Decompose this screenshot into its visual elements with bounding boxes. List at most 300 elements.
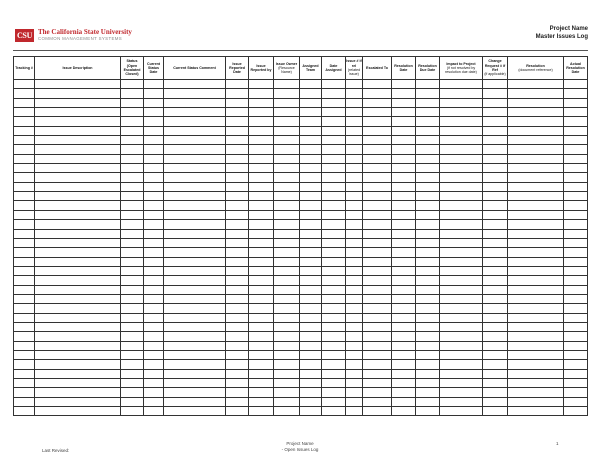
table-cell[interactable] bbox=[416, 117, 440, 126]
table-cell[interactable] bbox=[483, 89, 508, 98]
table-cell[interactable] bbox=[322, 80, 346, 89]
table-cell[interactable] bbox=[164, 192, 226, 201]
table-cell[interactable] bbox=[14, 182, 35, 191]
table-cell[interactable] bbox=[322, 360, 346, 369]
table-cell[interactable] bbox=[35, 332, 121, 341]
table-cell[interactable] bbox=[416, 332, 440, 341]
table-cell[interactable] bbox=[440, 388, 483, 397]
table-cell[interactable] bbox=[249, 126, 274, 135]
table-cell[interactable] bbox=[508, 238, 564, 247]
table-cell[interactable] bbox=[274, 89, 300, 98]
table-cell[interactable] bbox=[363, 126, 392, 135]
table-cell[interactable] bbox=[564, 388, 588, 397]
table-cell[interactable] bbox=[363, 379, 392, 388]
table-cell[interactable] bbox=[392, 248, 416, 257]
table-cell[interactable] bbox=[274, 192, 300, 201]
table-cell[interactable] bbox=[14, 126, 35, 135]
table-cell[interactable] bbox=[346, 145, 363, 154]
table-cell[interactable] bbox=[322, 238, 346, 247]
table-cell[interactable] bbox=[392, 220, 416, 229]
table-cell[interactable] bbox=[564, 313, 588, 322]
table-cell[interactable] bbox=[274, 80, 300, 89]
table-cell[interactable] bbox=[226, 285, 249, 294]
table-cell[interactable] bbox=[508, 136, 564, 145]
table-cell[interactable] bbox=[346, 182, 363, 191]
table-cell[interactable] bbox=[226, 89, 249, 98]
table-cell[interactable] bbox=[564, 238, 588, 247]
table-cell[interactable] bbox=[274, 322, 300, 331]
table-cell[interactable] bbox=[392, 276, 416, 285]
table-cell[interactable] bbox=[392, 388, 416, 397]
table-cell[interactable] bbox=[249, 322, 274, 331]
table-cell[interactable] bbox=[35, 397, 121, 406]
table-cell[interactable] bbox=[300, 369, 322, 378]
table-cell[interactable] bbox=[564, 266, 588, 275]
table-cell[interactable] bbox=[416, 304, 440, 313]
table-cell[interactable] bbox=[363, 164, 392, 173]
table-cell[interactable] bbox=[249, 341, 274, 350]
table-cell[interactable] bbox=[440, 266, 483, 275]
table-cell[interactable] bbox=[226, 407, 249, 416]
table-cell[interactable] bbox=[164, 332, 226, 341]
table-cell[interactable] bbox=[440, 294, 483, 303]
table-cell[interactable] bbox=[164, 89, 226, 98]
table-cell[interactable] bbox=[483, 220, 508, 229]
table-cell[interactable] bbox=[35, 350, 121, 359]
table-cell[interactable] bbox=[483, 98, 508, 107]
table-cell[interactable] bbox=[346, 117, 363, 126]
table-cell[interactable] bbox=[346, 322, 363, 331]
table-cell[interactable] bbox=[508, 145, 564, 154]
table-cell[interactable] bbox=[35, 108, 121, 117]
table-cell[interactable] bbox=[144, 313, 164, 322]
table-cell[interactable] bbox=[300, 379, 322, 388]
table-cell[interactable] bbox=[14, 154, 35, 163]
table-cell[interactable] bbox=[300, 164, 322, 173]
table-cell[interactable] bbox=[322, 285, 346, 294]
table-cell[interactable] bbox=[346, 388, 363, 397]
table-cell[interactable] bbox=[164, 220, 226, 229]
table-cell[interactable] bbox=[121, 154, 144, 163]
table-cell[interactable] bbox=[144, 238, 164, 247]
table-cell[interactable] bbox=[483, 332, 508, 341]
table-cell[interactable] bbox=[144, 89, 164, 98]
table-cell[interactable] bbox=[564, 182, 588, 191]
table-cell[interactable] bbox=[392, 80, 416, 89]
table-cell[interactable] bbox=[508, 229, 564, 238]
table-cell[interactable] bbox=[121, 108, 144, 117]
table-cell[interactable] bbox=[14, 80, 35, 89]
table-cell[interactable] bbox=[274, 369, 300, 378]
table-cell[interactable] bbox=[564, 350, 588, 359]
table-cell[interactable] bbox=[164, 379, 226, 388]
table-cell[interactable] bbox=[121, 379, 144, 388]
table-cell[interactable] bbox=[508, 332, 564, 341]
table-cell[interactable] bbox=[226, 322, 249, 331]
table-cell[interactable] bbox=[35, 238, 121, 247]
table-cell[interactable] bbox=[164, 360, 226, 369]
table-cell[interactable] bbox=[35, 220, 121, 229]
table-cell[interactable] bbox=[226, 397, 249, 406]
table-cell[interactable] bbox=[363, 332, 392, 341]
table-cell[interactable] bbox=[35, 154, 121, 163]
table-cell[interactable] bbox=[249, 360, 274, 369]
table-cell[interactable] bbox=[300, 332, 322, 341]
table-cell[interactable] bbox=[14, 229, 35, 238]
table-cell[interactable] bbox=[508, 192, 564, 201]
table-cell[interactable] bbox=[14, 89, 35, 98]
table-cell[interactable] bbox=[300, 154, 322, 163]
table-cell[interactable] bbox=[392, 154, 416, 163]
table-cell[interactable] bbox=[322, 388, 346, 397]
table-cell[interactable] bbox=[300, 276, 322, 285]
table-cell[interactable] bbox=[416, 238, 440, 247]
table-cell[interactable] bbox=[363, 248, 392, 257]
table-cell[interactable] bbox=[274, 145, 300, 154]
table-cell[interactable] bbox=[483, 80, 508, 89]
table-cell[interactable] bbox=[392, 322, 416, 331]
table-cell[interactable] bbox=[121, 238, 144, 247]
table-cell[interactable] bbox=[35, 276, 121, 285]
table-cell[interactable] bbox=[35, 126, 121, 135]
table-cell[interactable] bbox=[322, 220, 346, 229]
table-cell[interactable] bbox=[346, 80, 363, 89]
table-cell[interactable] bbox=[35, 266, 121, 275]
table-cell[interactable] bbox=[346, 407, 363, 416]
table-cell[interactable] bbox=[346, 126, 363, 135]
table-cell[interactable] bbox=[440, 126, 483, 135]
table-cell[interactable] bbox=[14, 257, 35, 266]
table-cell[interactable] bbox=[483, 117, 508, 126]
table-cell[interactable] bbox=[14, 360, 35, 369]
table-cell[interactable] bbox=[483, 154, 508, 163]
table-cell[interactable] bbox=[226, 98, 249, 107]
table-cell[interactable] bbox=[416, 80, 440, 89]
table-cell[interactable] bbox=[121, 332, 144, 341]
table-cell[interactable] bbox=[440, 313, 483, 322]
table-cell[interactable] bbox=[346, 350, 363, 359]
table-cell[interactable] bbox=[483, 201, 508, 210]
table-cell[interactable] bbox=[249, 182, 274, 191]
table-cell[interactable] bbox=[226, 369, 249, 378]
table-cell[interactable] bbox=[508, 360, 564, 369]
table-cell[interactable] bbox=[416, 407, 440, 416]
table-cell[interactable] bbox=[508, 126, 564, 135]
table-cell[interactable] bbox=[300, 182, 322, 191]
table-cell[interactable] bbox=[346, 136, 363, 145]
table-cell[interactable] bbox=[274, 126, 300, 135]
table-cell[interactable] bbox=[121, 89, 144, 98]
table-cell[interactable] bbox=[164, 397, 226, 406]
table-cell[interactable] bbox=[483, 257, 508, 266]
table-cell[interactable] bbox=[14, 379, 35, 388]
table-cell[interactable] bbox=[144, 285, 164, 294]
table-cell[interactable] bbox=[300, 89, 322, 98]
table-cell[interactable] bbox=[363, 182, 392, 191]
table-cell[interactable] bbox=[300, 313, 322, 322]
table-cell[interactable] bbox=[14, 136, 35, 145]
table-cell[interactable] bbox=[300, 350, 322, 359]
table-cell[interactable] bbox=[144, 407, 164, 416]
table-cell[interactable] bbox=[121, 229, 144, 238]
table-cell[interactable] bbox=[392, 210, 416, 219]
table-cell[interactable] bbox=[35, 257, 121, 266]
table-cell[interactable] bbox=[14, 266, 35, 275]
table-cell[interactable] bbox=[249, 108, 274, 117]
table-cell[interactable] bbox=[249, 276, 274, 285]
table-cell[interactable] bbox=[322, 154, 346, 163]
table-cell[interactable] bbox=[416, 192, 440, 201]
table-cell[interactable] bbox=[164, 313, 226, 322]
table-cell[interactable] bbox=[392, 350, 416, 359]
table-cell[interactable] bbox=[440, 257, 483, 266]
table-cell[interactable] bbox=[416, 266, 440, 275]
table-cell[interactable] bbox=[300, 257, 322, 266]
table-cell[interactable] bbox=[121, 388, 144, 397]
table-cell[interactable] bbox=[346, 98, 363, 107]
table-cell[interactable] bbox=[226, 136, 249, 145]
table-cell[interactable] bbox=[164, 182, 226, 191]
table-cell[interactable] bbox=[483, 164, 508, 173]
table-cell[interactable] bbox=[416, 154, 440, 163]
table-cell[interactable] bbox=[144, 350, 164, 359]
table-cell[interactable] bbox=[164, 294, 226, 303]
table-cell[interactable] bbox=[144, 257, 164, 266]
table-cell[interactable] bbox=[164, 369, 226, 378]
table-cell[interactable] bbox=[14, 304, 35, 313]
table-cell[interactable] bbox=[249, 117, 274, 126]
table-cell[interactable] bbox=[164, 136, 226, 145]
table-cell[interactable] bbox=[164, 322, 226, 331]
table-cell[interactable] bbox=[483, 388, 508, 397]
table-cell[interactable] bbox=[392, 397, 416, 406]
table-cell[interactable] bbox=[346, 360, 363, 369]
table-cell[interactable] bbox=[508, 117, 564, 126]
table-cell[interactable] bbox=[322, 126, 346, 135]
table-cell[interactable] bbox=[416, 341, 440, 350]
table-cell[interactable] bbox=[564, 89, 588, 98]
table-cell[interactable] bbox=[300, 407, 322, 416]
table-cell[interactable] bbox=[300, 341, 322, 350]
table-cell[interactable] bbox=[483, 304, 508, 313]
table-cell[interactable] bbox=[164, 145, 226, 154]
table-cell[interactable] bbox=[346, 332, 363, 341]
table-cell[interactable] bbox=[249, 136, 274, 145]
table-cell[interactable] bbox=[35, 360, 121, 369]
table-cell[interactable] bbox=[440, 220, 483, 229]
table-cell[interactable] bbox=[300, 360, 322, 369]
table-cell[interactable] bbox=[226, 294, 249, 303]
table-cell[interactable] bbox=[322, 313, 346, 322]
table-cell[interactable] bbox=[164, 257, 226, 266]
table-cell[interactable] bbox=[274, 276, 300, 285]
table-cell[interactable] bbox=[392, 332, 416, 341]
table-cell[interactable] bbox=[164, 164, 226, 173]
table-cell[interactable] bbox=[300, 220, 322, 229]
table-cell[interactable] bbox=[346, 379, 363, 388]
table-cell[interactable] bbox=[274, 108, 300, 117]
table-cell[interactable] bbox=[249, 285, 274, 294]
table-cell[interactable] bbox=[564, 397, 588, 406]
table-cell[interactable] bbox=[164, 341, 226, 350]
table-cell[interactable] bbox=[483, 276, 508, 285]
table-cell[interactable] bbox=[121, 257, 144, 266]
table-cell[interactable] bbox=[392, 229, 416, 238]
table-cell[interactable] bbox=[144, 266, 164, 275]
table-cell[interactable] bbox=[300, 136, 322, 145]
table-cell[interactable] bbox=[416, 313, 440, 322]
table-cell[interactable] bbox=[483, 407, 508, 416]
table-cell[interactable] bbox=[508, 379, 564, 388]
table-cell[interactable] bbox=[440, 117, 483, 126]
table-cell[interactable] bbox=[144, 182, 164, 191]
table-cell[interactable] bbox=[144, 248, 164, 257]
table-cell[interactable] bbox=[35, 182, 121, 191]
table-cell[interactable] bbox=[144, 173, 164, 182]
table-cell[interactable] bbox=[14, 98, 35, 107]
table-cell[interactable] bbox=[322, 397, 346, 406]
table-cell[interactable] bbox=[392, 117, 416, 126]
table-cell[interactable] bbox=[363, 276, 392, 285]
table-cell[interactable] bbox=[121, 201, 144, 210]
table-cell[interactable] bbox=[416, 294, 440, 303]
table-cell[interactable] bbox=[483, 173, 508, 182]
table-cell[interactable] bbox=[226, 266, 249, 275]
table-cell[interactable] bbox=[164, 238, 226, 247]
table-cell[interactable] bbox=[14, 117, 35, 126]
table-cell[interactable] bbox=[440, 238, 483, 247]
table-cell[interactable] bbox=[35, 136, 121, 145]
table-cell[interactable] bbox=[35, 210, 121, 219]
table-cell[interactable] bbox=[346, 164, 363, 173]
table-cell[interactable] bbox=[392, 164, 416, 173]
table-cell[interactable] bbox=[14, 341, 35, 350]
table-cell[interactable] bbox=[274, 397, 300, 406]
table-cell[interactable] bbox=[483, 313, 508, 322]
table-cell[interactable] bbox=[14, 322, 35, 331]
table-cell[interactable] bbox=[416, 397, 440, 406]
table-cell[interactable] bbox=[249, 407, 274, 416]
table-cell[interactable] bbox=[121, 173, 144, 182]
table-cell[interactable] bbox=[564, 192, 588, 201]
table-cell[interactable] bbox=[300, 192, 322, 201]
table-cell[interactable] bbox=[346, 313, 363, 322]
table-cell[interactable] bbox=[363, 341, 392, 350]
table-cell[interactable] bbox=[564, 210, 588, 219]
table-cell[interactable] bbox=[144, 332, 164, 341]
table-cell[interactable] bbox=[121, 136, 144, 145]
table-cell[interactable] bbox=[440, 379, 483, 388]
table-cell[interactable] bbox=[164, 126, 226, 135]
table-cell[interactable] bbox=[35, 201, 121, 210]
table-cell[interactable] bbox=[322, 276, 346, 285]
table-cell[interactable] bbox=[274, 210, 300, 219]
table-cell[interactable] bbox=[14, 285, 35, 294]
table-cell[interactable] bbox=[322, 248, 346, 257]
table-cell[interactable] bbox=[508, 80, 564, 89]
table-cell[interactable] bbox=[483, 182, 508, 191]
table-cell[interactable] bbox=[483, 397, 508, 406]
table-cell[interactable] bbox=[300, 145, 322, 154]
table-cell[interactable] bbox=[416, 379, 440, 388]
table-cell[interactable] bbox=[121, 126, 144, 135]
table-cell[interactable] bbox=[249, 164, 274, 173]
table-cell[interactable] bbox=[483, 145, 508, 154]
table-cell[interactable] bbox=[564, 164, 588, 173]
table-cell[interactable] bbox=[226, 257, 249, 266]
table-cell[interactable] bbox=[416, 229, 440, 238]
table-cell[interactable] bbox=[440, 98, 483, 107]
table-cell[interactable] bbox=[121, 304, 144, 313]
table-cell[interactable] bbox=[564, 126, 588, 135]
table-cell[interactable] bbox=[14, 210, 35, 219]
table-cell[interactable] bbox=[416, 276, 440, 285]
table-cell[interactable] bbox=[35, 164, 121, 173]
table-cell[interactable] bbox=[440, 182, 483, 191]
table-cell[interactable] bbox=[300, 229, 322, 238]
table-cell[interactable] bbox=[392, 126, 416, 135]
table-cell[interactable] bbox=[392, 304, 416, 313]
table-cell[interactable] bbox=[226, 108, 249, 117]
table-cell[interactable] bbox=[249, 350, 274, 359]
table-cell[interactable] bbox=[483, 126, 508, 135]
table-cell[interactable] bbox=[392, 98, 416, 107]
table-cell[interactable] bbox=[274, 350, 300, 359]
table-cell[interactable] bbox=[440, 360, 483, 369]
table-cell[interactable] bbox=[564, 154, 588, 163]
table-cell[interactable] bbox=[483, 248, 508, 257]
table-cell[interactable] bbox=[121, 182, 144, 191]
table-cell[interactable] bbox=[14, 369, 35, 378]
table-cell[interactable] bbox=[508, 248, 564, 257]
table-cell[interactable] bbox=[564, 294, 588, 303]
table-cell[interactable] bbox=[346, 154, 363, 163]
table-cell[interactable] bbox=[274, 173, 300, 182]
table-cell[interactable] bbox=[508, 322, 564, 331]
table-cell[interactable] bbox=[440, 173, 483, 182]
table-cell[interactable] bbox=[274, 388, 300, 397]
table-cell[interactable] bbox=[564, 173, 588, 182]
table-cell[interactable] bbox=[144, 154, 164, 163]
table-cell[interactable] bbox=[144, 360, 164, 369]
table-cell[interactable] bbox=[346, 266, 363, 275]
table-cell[interactable] bbox=[249, 266, 274, 275]
table-cell[interactable] bbox=[35, 322, 121, 331]
table-cell[interactable] bbox=[144, 201, 164, 210]
table-cell[interactable] bbox=[14, 192, 35, 201]
table-cell[interactable] bbox=[121, 313, 144, 322]
table-cell[interactable] bbox=[440, 397, 483, 406]
table-cell[interactable] bbox=[249, 304, 274, 313]
table-cell[interactable] bbox=[564, 332, 588, 341]
table-cell[interactable] bbox=[363, 173, 392, 182]
table-cell[interactable] bbox=[483, 285, 508, 294]
table-cell[interactable] bbox=[226, 145, 249, 154]
table-cell[interactable] bbox=[226, 80, 249, 89]
table-cell[interactable] bbox=[249, 201, 274, 210]
table-cell[interactable] bbox=[121, 276, 144, 285]
table-cell[interactable] bbox=[346, 369, 363, 378]
table-cell[interactable] bbox=[346, 108, 363, 117]
table-cell[interactable] bbox=[346, 285, 363, 294]
table-cell[interactable] bbox=[164, 98, 226, 107]
table-cell[interactable] bbox=[14, 201, 35, 210]
table-cell[interactable] bbox=[14, 173, 35, 182]
table-cell[interactable] bbox=[300, 304, 322, 313]
table-cell[interactable] bbox=[226, 332, 249, 341]
table-cell[interactable] bbox=[249, 248, 274, 257]
table-cell[interactable] bbox=[249, 173, 274, 182]
